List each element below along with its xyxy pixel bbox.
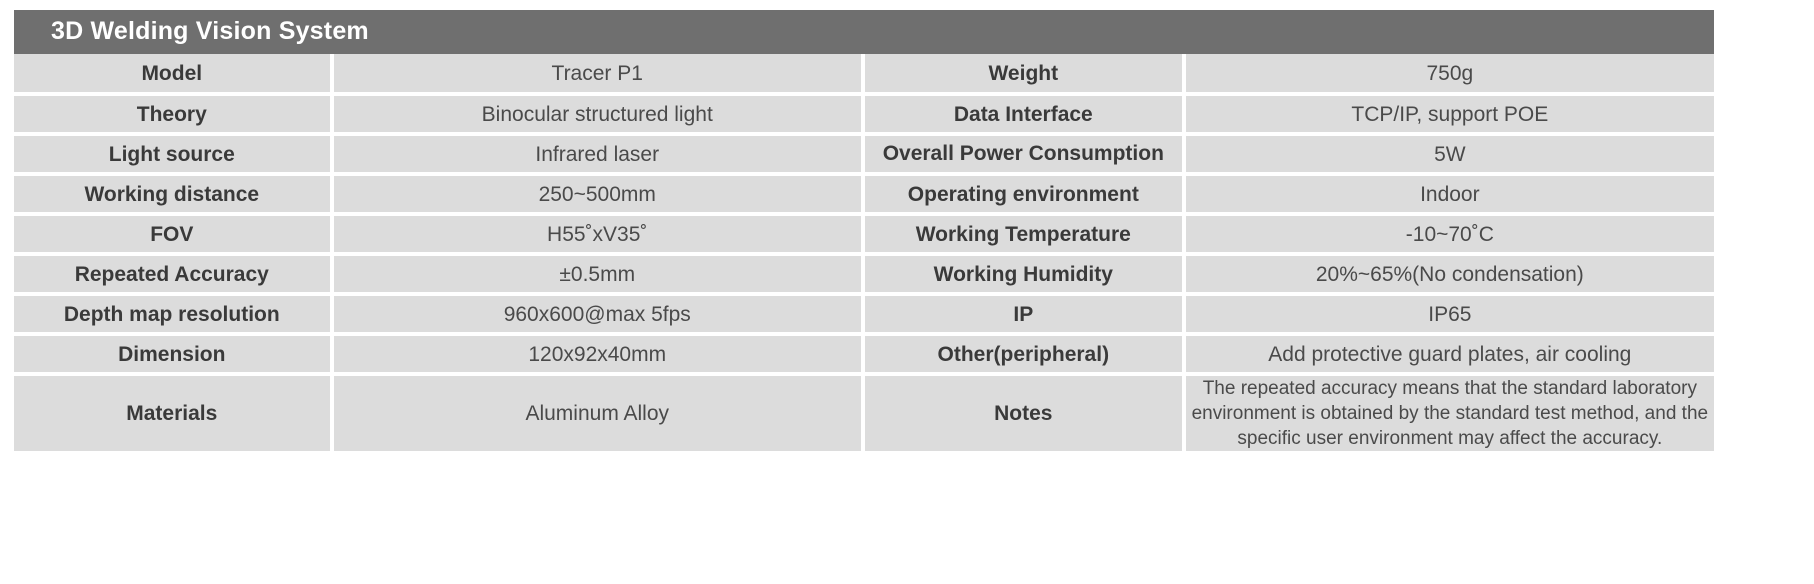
spec-value: 120x92x40mm bbox=[332, 334, 863, 374]
spec-value-notes: The repeated accuracy means that the standard laboratory environment is obtained by the standard test method, and the specific user environment may affect the accuracy. bbox=[1184, 374, 1714, 451]
spec-value: 250~500mm bbox=[332, 174, 863, 214]
spec-label: Depth map resolution bbox=[14, 294, 332, 334]
spec-value: H55˚xV35˚ bbox=[332, 214, 863, 254]
spec-label: Other(peripheral) bbox=[863, 334, 1184, 374]
spec-label: Materials bbox=[14, 374, 332, 451]
table-row bbox=[14, 174, 1714, 214]
spec-label: Light source bbox=[14, 134, 332, 174]
spec-label: Repeated Accuracy bbox=[14, 254, 332, 294]
spec-value: IP65 bbox=[1184, 294, 1714, 334]
spec-value: Infrared laser bbox=[332, 134, 863, 174]
spec-label: Working distance bbox=[14, 174, 332, 214]
spec-label: Notes bbox=[863, 374, 1184, 451]
spec-value: 960x600@max 5fps bbox=[332, 294, 863, 334]
page-title: 3D Welding Vision System bbox=[14, 10, 1714, 54]
spec-label: Working Temperature bbox=[863, 214, 1184, 254]
spec-value: 5W bbox=[1184, 134, 1714, 174]
spec-label: Theory bbox=[14, 94, 332, 134]
spec-label: IP bbox=[863, 294, 1184, 334]
spec-label: Operating environment bbox=[863, 174, 1184, 214]
spec-sheet bbox=[14, 10, 1714, 451]
table-row bbox=[14, 54, 1714, 94]
spec-value: Tracer P1 bbox=[332, 54, 863, 94]
spec-label: Model bbox=[14, 54, 332, 94]
spec-value: Indoor bbox=[1184, 174, 1714, 214]
table-row bbox=[14, 134, 1714, 174]
spec-label: Data Interface bbox=[863, 94, 1184, 134]
spec-value: 750g bbox=[1184, 54, 1714, 94]
spec-label: FOV bbox=[14, 214, 332, 254]
spec-value: Add protective guard plates, air cooling bbox=[1184, 334, 1714, 374]
table-row bbox=[14, 254, 1714, 294]
specification-table bbox=[14, 54, 1714, 451]
table-row bbox=[14, 334, 1714, 374]
spec-label: Working Humidity bbox=[863, 254, 1184, 294]
table-row bbox=[14, 214, 1714, 254]
spec-label: Dimension bbox=[14, 334, 332, 374]
table-row bbox=[14, 374, 1714, 451]
spec-value: Binocular structured light bbox=[332, 94, 863, 134]
spec-value: TCP/IP, support POE bbox=[1184, 94, 1714, 134]
spec-value: -10~70˚C bbox=[1184, 214, 1714, 254]
spec-label: Overall Power Consumption bbox=[863, 134, 1184, 174]
table-row bbox=[14, 294, 1714, 334]
spec-value: 20%~65%(No condensation) bbox=[1184, 254, 1714, 294]
spec-value: Aluminum Alloy bbox=[332, 374, 863, 451]
spec-label: Weight bbox=[863, 54, 1184, 94]
table-row bbox=[14, 94, 1714, 134]
spec-value: ±0.5mm bbox=[332, 254, 863, 294]
